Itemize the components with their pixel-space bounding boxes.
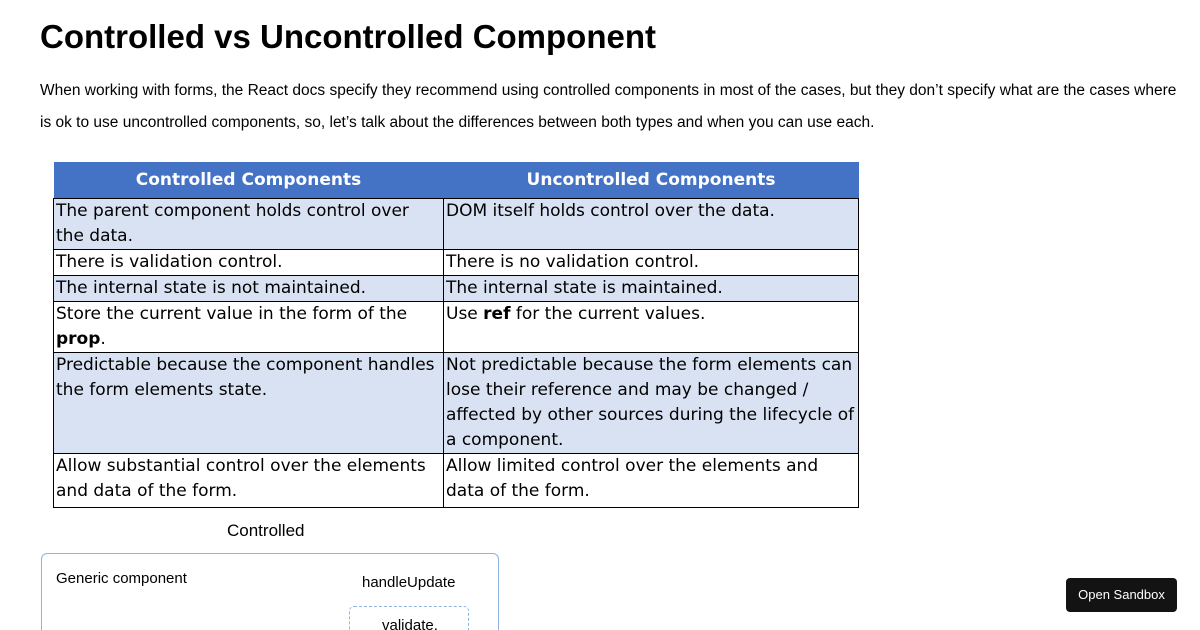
generic-component-diagram <box>41 553 499 630</box>
table-row <box>54 250 859 276</box>
validate-step-box <box>349 606 469 630</box>
table-cell-controlled: The internal state is not maintained. <box>54 276 444 302</box>
table-cell-uncontrolled: DOM itself holds control over the data. <box>444 199 859 250</box>
table-cell-uncontrolled: There is no validation control. <box>444 250 859 276</box>
table-row <box>54 276 859 302</box>
cell-text: for the current values. <box>510 304 706 324</box>
intro-paragraph: When working with forms, the React docs specify they recommend using controlled components in most of the cases, but they don’t specify what are the cases where is ok to use uncontrolled components, so, let’s talk about the differences between both types and when you can use each. <box>40 82 1177 131</box>
table-header-row <box>54 162 859 199</box>
table-cell-controlled: Allow substantial control over the elements and data of the form. <box>54 454 444 508</box>
table-cell-controlled: There is validation control. <box>54 250 444 276</box>
diagram-title: Controlled <box>227 521 305 540</box>
prop-keyword: prop <box>56 329 101 349</box>
table-cell-uncontrolled: The internal state is maintained. <box>444 276 859 302</box>
controlled-header: Controlled Components <box>54 162 444 199</box>
cell-text: Use <box>446 304 484 324</box>
uncontrolled-header: Uncontrolled Components <box>444 162 859 199</box>
generic-component-label: Generic component <box>56 570 187 587</box>
cell-text: Store the current value in the form of the <box>56 304 408 324</box>
table-cell-uncontrolled <box>444 302 859 353</box>
table-row <box>54 454 859 508</box>
table-cell-controlled <box>54 302 444 353</box>
table-row <box>54 353 859 454</box>
cell-text: . <box>100 329 106 349</box>
page-title: Controlled vs Uncontrolled Component <box>40 18 656 55</box>
table-row <box>54 199 859 250</box>
table-cell-uncontrolled: Allow limited control over the elements and data of the form. <box>444 454 859 508</box>
table-cell-controlled: Predictable because the component handles the form elements state. <box>54 353 444 454</box>
table-cell-controlled: The parent component holds control over the data. <box>54 199 444 250</box>
comparison-table <box>53 162 859 508</box>
ref-keyword: ref <box>483 304 511 324</box>
handle-update-label: handleUpdate <box>362 574 456 591</box>
validate-label: validate. <box>382 617 438 630</box>
open-sandbox-button[interactable]: Open Sandbox <box>1066 578 1177 612</box>
table-cell-uncontrolled: Not predictable because the form elements can lose their reference and may be changed / affected by other sources during the lifecycle of a component. <box>444 353 859 454</box>
table-row <box>54 302 859 353</box>
